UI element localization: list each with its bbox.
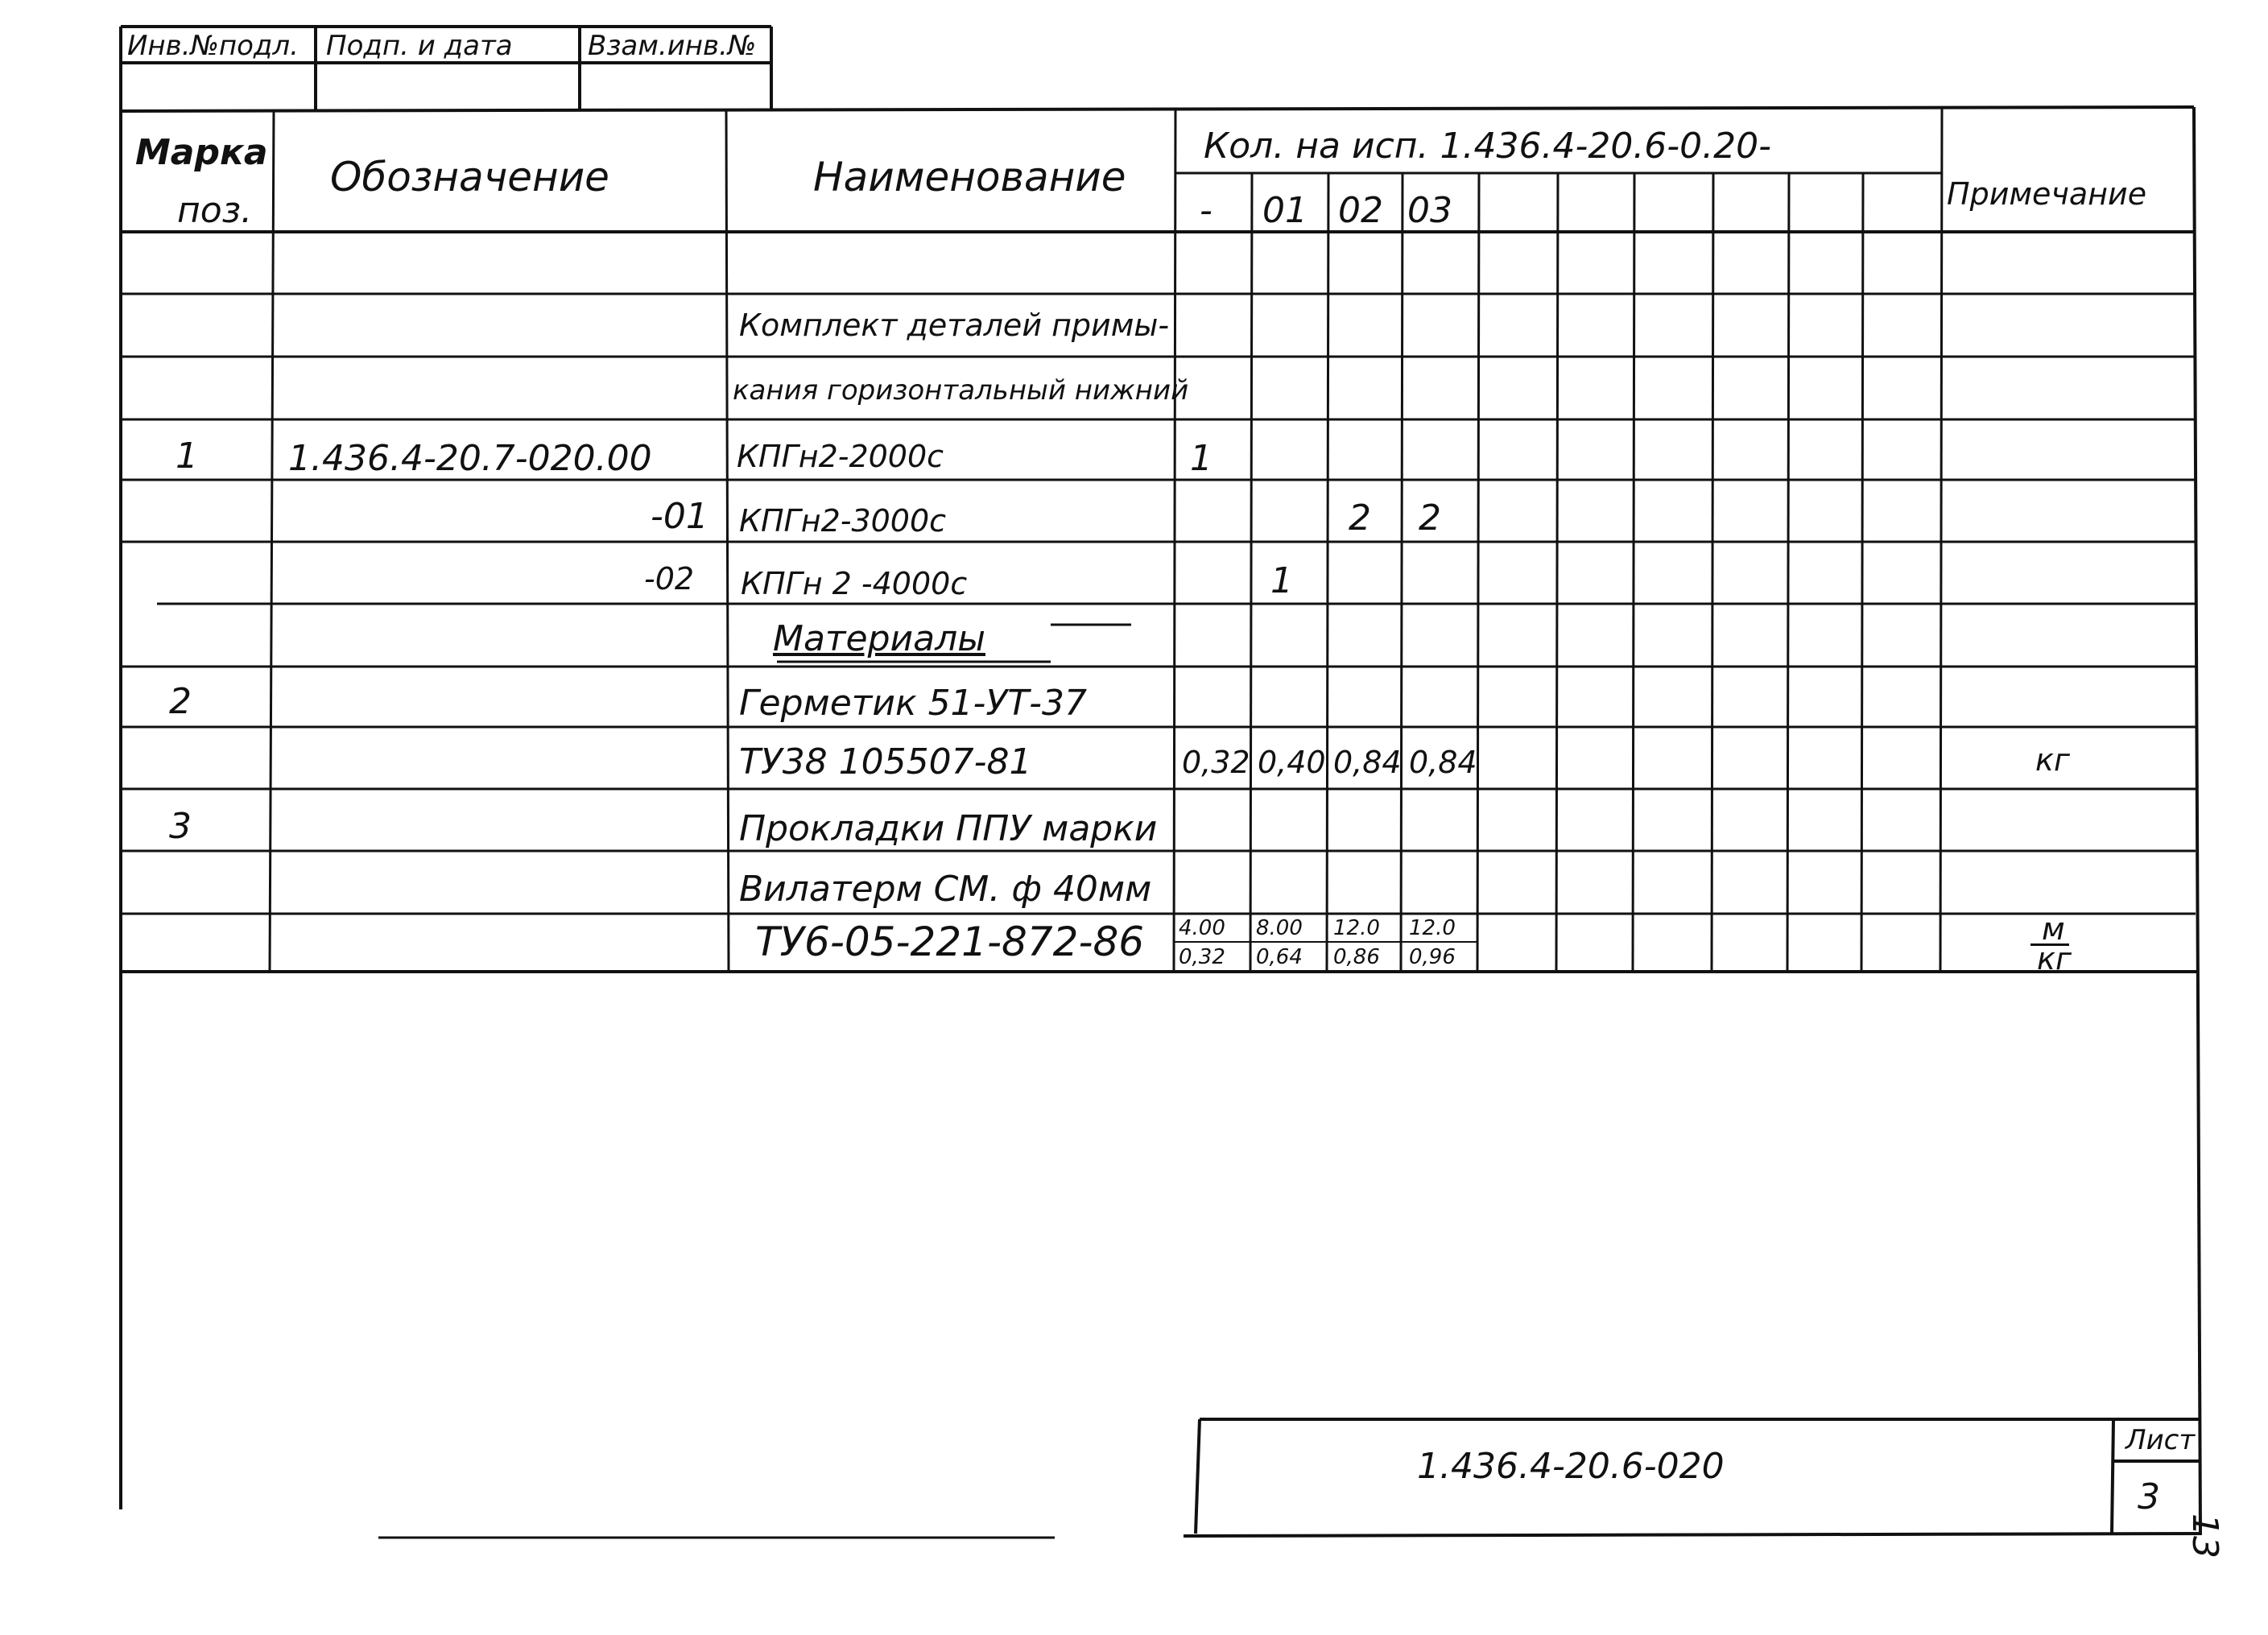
header-variant-01: 01 xyxy=(1262,190,1308,231)
row1-pos: 1 xyxy=(176,436,198,477)
header-qty-title: Кол. на исп. 1.436.4-20.6-0.20- xyxy=(1204,126,1772,167)
materials-heading: Материалы xyxy=(773,618,985,659)
row4-qty-01: 0,40 xyxy=(1258,745,1326,780)
row5-name-line3: ТУ6-05-221-872-86 xyxy=(755,919,1145,965)
row5-qty-bot-02: 0,86 xyxy=(1333,945,1380,969)
row1-name: КПГн2-2000с xyxy=(737,439,944,474)
row3-name: КПГн 2 -4000с xyxy=(741,566,968,601)
kit-title-line1: Комплект деталей примы- xyxy=(739,308,1170,343)
row5-qty-top-01: 8.00 xyxy=(1256,916,1303,940)
sheet-number: 3 xyxy=(2138,1476,2160,1517)
row5-name-line2: Вилатерм СМ. ф 40мм xyxy=(739,869,1152,910)
row5-note-top: м xyxy=(2042,911,2065,947)
header-mark: Марка xyxy=(135,132,268,173)
row2-name: КПГн2-3000с xyxy=(739,503,947,539)
row2-qty-02: 2 xyxy=(1349,498,1371,539)
row3-qty-01: 1 xyxy=(1270,560,1293,601)
row4-name-line1: Герметик 51-УТ-37 xyxy=(739,683,1087,724)
stamp-inv-no: Инв.№подл. xyxy=(127,30,299,62)
stamp-sign-date: Подп. и дата xyxy=(326,30,513,62)
row4-qty-03: 0,84 xyxy=(1409,745,1477,780)
header-name: Наименование xyxy=(813,154,1126,200)
row4-name-line2: ТУ38 105507-81 xyxy=(739,741,1032,782)
header-note: Примечание xyxy=(1947,176,2147,212)
row2-qty-03: 2 xyxy=(1419,498,1441,539)
header-variant-base: - xyxy=(1200,190,1212,231)
row5-name-line1: Прокладки ППУ марки xyxy=(739,808,1158,849)
frame-lines xyxy=(121,27,2200,1534)
row5-qty-top-03: 12.0 xyxy=(1409,916,1456,940)
row5-qty-bot-01: 0,64 xyxy=(1256,945,1303,969)
document-code: 1.436.4-20.6-020 xyxy=(1417,1446,1725,1487)
row5-qty-bot-base: 0,32 xyxy=(1179,945,1225,969)
row5-qty-bot-03: 0,96 xyxy=(1409,945,1456,969)
row5-note-bottom: кг xyxy=(2037,941,2072,976)
kit-title-line2: кания горизонтальный нижний xyxy=(733,374,1189,407)
row3-designation: -02 xyxy=(644,561,695,597)
row4-qty-02: 0,84 xyxy=(1333,745,1402,780)
row1-designation: 1.436.4-20.7-020.00 xyxy=(288,438,652,479)
row4-qty-base: 0,32 xyxy=(1182,745,1250,780)
header-variant-03: 03 xyxy=(1407,190,1452,231)
header-variant-02: 02 xyxy=(1338,190,1383,231)
row5-qty-top-02: 12.0 xyxy=(1333,916,1380,940)
row5-qty-top-base: 4.00 xyxy=(1179,916,1225,940)
stamp-replace-inv: Взам.инв.№ xyxy=(588,30,757,62)
header-pos: поз. xyxy=(177,190,253,231)
row2-designation: -01 xyxy=(651,496,708,537)
sheet-label: Лист xyxy=(2125,1424,2196,1456)
row4-pos: 2 xyxy=(169,681,192,722)
row4-note: кг xyxy=(2035,742,2070,778)
row1-qty-base: 1 xyxy=(1190,438,1212,479)
header-designation: Обозначение xyxy=(330,154,609,200)
row5-pos: 3 xyxy=(169,806,192,847)
margin-page-number: 13 xyxy=(2184,1513,2225,1559)
